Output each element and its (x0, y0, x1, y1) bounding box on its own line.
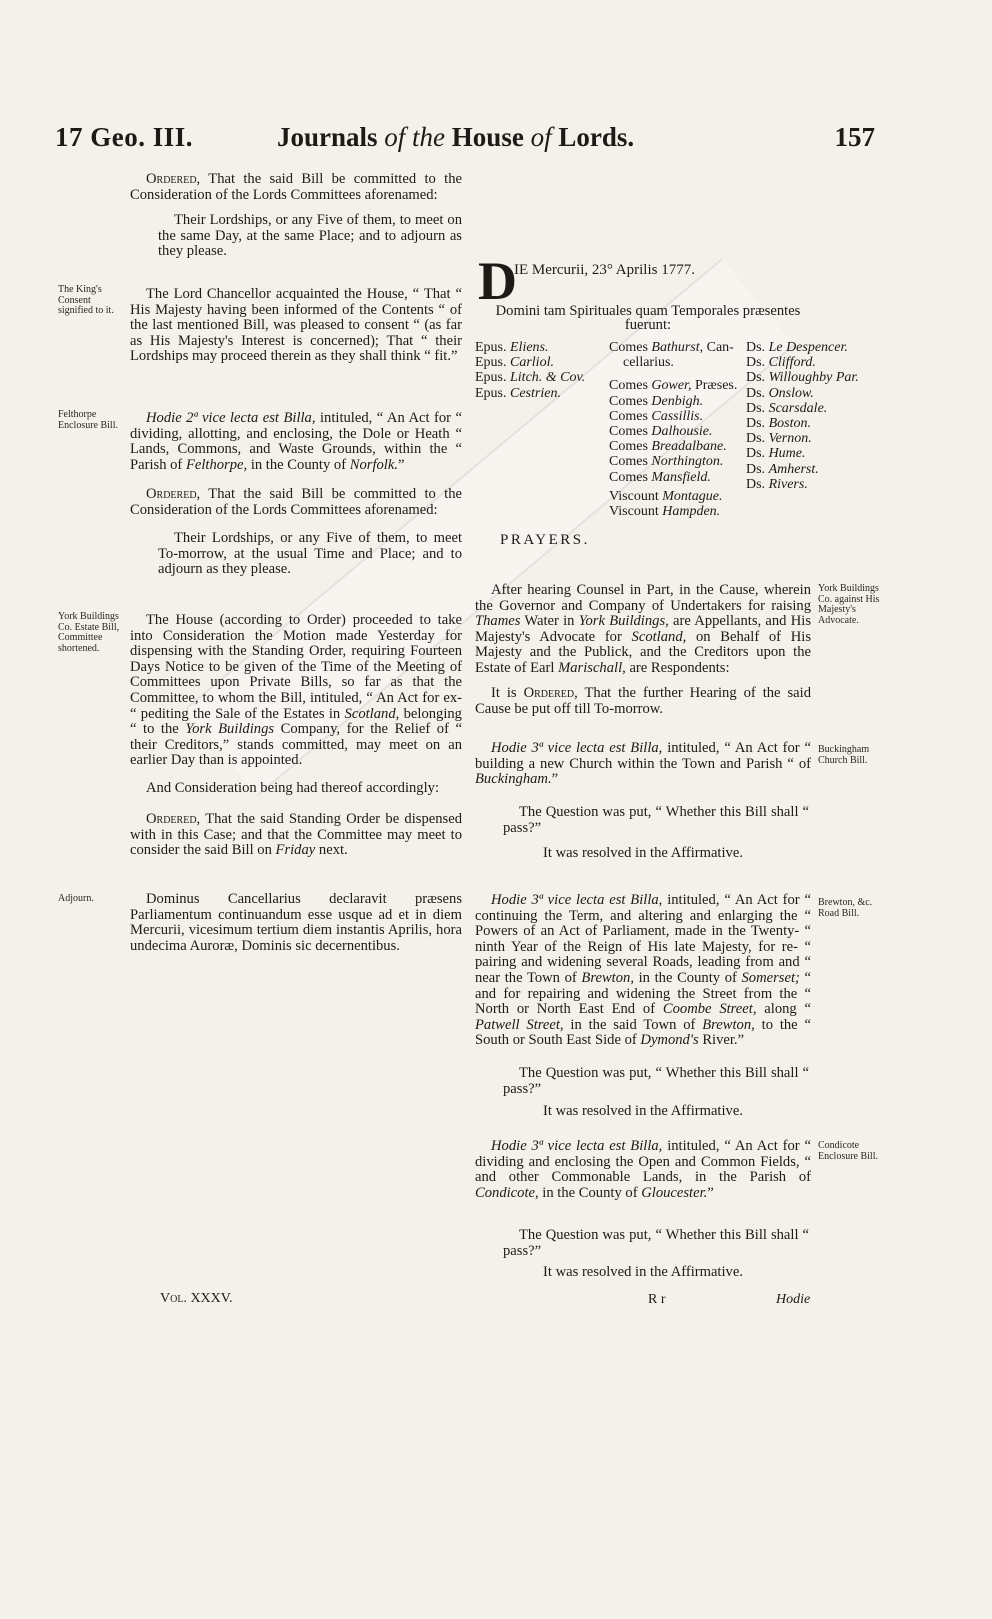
regnal-year: 17 Geo. III. (55, 122, 194, 152)
lord-entry: Ds. Le Despencer. (746, 340, 848, 355)
lord-entry: cellarius. (623, 355, 674, 371)
lord-entry: Ds. Scarsdale. (746, 400, 828, 416)
lord-entry: Comes Bathurst, Can- (609, 340, 734, 355)
margin-note-adjourn: Adjourn. (58, 893, 94, 904)
lord-entry: Ds. Rivers. (746, 476, 808, 492)
lord-entry: Epus. Cestrien. (475, 385, 561, 401)
order-committed-1: Ordered, That the said Bill be committed to the Consideration of the Lords Committees aforenamed: (130, 171, 462, 203)
margin-note-brewton: Brewton, &c. Road Bill. (818, 897, 873, 919)
lord-entry: Viscount Hampden. (609, 504, 721, 520)
resolution-1: It was resolved in the Affirmative. (543, 845, 743, 861)
consideration-had: And Consideration being had thereof accordingly: (146, 780, 440, 796)
prayers-heading: PRAYERS. (500, 532, 590, 548)
margin-note-felthorpe: Felthorpe Enclosure Bill. (58, 409, 118, 431)
lord-entry: Comes Breadalbane. (609, 439, 727, 455)
lord-entry: Comes Dalhousie. (609, 424, 713, 440)
order-hearing-put-off: It is Ordered, That the further Hearing of the said Cause be put off till To-morrow. (475, 685, 812, 717)
adjournment-clause-1: Their Lordships, or any Five of them, to meet on the same Day, at the same Place; and to adjourn as they please. (158, 212, 462, 260)
lord-entry: Epus. Carliol. (475, 355, 554, 371)
lord-entry: Ds. Vernon. (746, 431, 812, 447)
running-header (55, 122, 875, 162)
page-number: 157 (834, 122, 875, 152)
volume-number: Vol. XXXV. (160, 1291, 233, 1306)
brewton-bill-reading: Hodie 3ª vice lecta est Billa, intituled, “ An Act for “ continuing the Term, and altering and enlarging the “ Powers of an Act of Parliament, made in the Twenty- “ ninth Year of the Reign of His late Majesty, for re- “ pairing and widening several Roads, leading from and “ near the Town of Brewton, in the County of Somerset; “ and for repairing and widening the Street from the “ North or North East End of Coombe Street, along “ Patwell Street, in the said Town of Brewton, to the “ South or South East Side of Dymond's River.” (475, 892, 811, 1049)
buckingham-bill-reading: Hodie 3ª vice lecta est Billa, intituled, “ An Act for “ building a new Church within the Town and Parish “ of Buckingham.” (475, 740, 811, 788)
barons-list (746, 340, 859, 492)
lord-entry: Comes Cassillis. (609, 408, 704, 424)
lord-entry: Comes Gower, Præses. (609, 378, 738, 394)
york-buildings-motion: The House (according to Order) proceeded to take into Consideration the Motion made Yesterday for dispensing with the Standing Order, requiring Fourteen Days Notice to be given of the Time of the Meeting of Committees upon Private Bills, so far as that the Committee, to whom the Bill, intituled, “ An Act for ex- “ pediting the Sale of the Estates in Scotland, belonging “ to the York Buildings Company, for the Relief of “ their Creditors,” stands committed, may meet on an earlier Day than is appointed. (130, 612, 462, 769)
york-cause-paragraph: After hearing Counsel in Part, in the Cause, wherein the Governor and Company of Undertakers for raising Thames Water in York Buildings, are Appellants, and His Majesty's Advocate for Scotland, on Behalf of His Majesty and the Publick, and the Creditors upon the Estate of Earl Marischall, are Respondents: (475, 582, 811, 676)
resolution-2: It was resolved in the Affirmative. (543, 1103, 743, 1119)
bishops-list (475, 340, 585, 401)
margin-note-york-cause: York Buildings Co. against His Majesty's Advocate. (818, 583, 880, 626)
lord-entry: Viscount Montague. (609, 488, 723, 504)
resolution-3: It was resolved in the Affirmative. (543, 1264, 743, 1280)
lord-entry: Epus. Eliens. (475, 340, 549, 355)
lord-entry: Ds. Boston. (746, 416, 811, 432)
margin-note-condicote: Condicote Enclosure Bill. (818, 1140, 878, 1162)
earls-list (609, 340, 737, 519)
signature-mark: R r (648, 1292, 666, 1307)
condicote-bill-reading: Hodie 3ª vice lecta est Billa, intituled, “ An Act for “ dividing and enclosing the Open and Common Fields, “ and other Commonable Lands, in the Parish of Condicote, in the County of Gloucester.” (475, 1138, 811, 1201)
attendance-heading: Domini tam Spirituales quam Temporales præsentes fuerunt: (495, 303, 801, 333)
drop-cap: D (478, 251, 517, 311)
question-put-3: The Question was put, “ Whether this Bill shall “ pass?” (503, 1227, 809, 1259)
adjournment-latin: Dominus Cancellarius declaravit præsens Parliamentum continuandum esse usque ad et in diem Mercurii, vicesimum tertium diem instantis Aprilis, hora undecima Auroræ, Dominis sic decernentibus. (130, 891, 462, 954)
lord-entry: Comes Mansfield. (609, 469, 711, 485)
lord-entry: Ds. Amherst. (746, 461, 819, 477)
lord-entry: Ds. Willoughby Par. (746, 370, 859, 386)
lord-entry: Comes Northington. (609, 454, 724, 470)
date-line: IE Mercurii, 23° Aprilis 1777. (514, 262, 695, 278)
question-put-2: The Question was put, “ Whether this Bill shall “ pass?” (503, 1065, 809, 1097)
lord-entry: Ds. Hume. (746, 446, 806, 462)
margin-note-consent: The King's Consent signified to it. (58, 284, 114, 316)
adjournment-clause-2: Their Lordships, or any Five of them, to meet To-morrow, at the usual Time and Place; and to adjourn as they please. (158, 530, 462, 578)
felthorpe-bill-reading: Hodie 2ª vice lecta est Billa, intituled, “ An Act for “ dividing, allotting, and enclosing, the Dole or Heath “ Lands, Commons, and Waste Grounds, within the “ Parish of Felthorpe, in the County of Norfolk.” (130, 410, 462, 473)
order-committed-2: Ordered, That the said Bill be committed to the Consideration of the Lords Committees aforenamed: (130, 486, 462, 518)
catchword: Hodie (776, 1292, 811, 1307)
question-put-1: The Question was put, “ Whether this Bill shall “ pass?” (503, 804, 809, 836)
journal-title: Journals of the House of Lords. (277, 122, 635, 152)
margin-note-buckingham: Buckingham Church Bill. (818, 744, 870, 766)
kings-consent-paragraph: The Lord Chancellor acquainted the House, “ That “ His Majesty having been informed of the Contents “ of the last mentioned Bill, was pleased to consent “ (as far as His Majesty's Interest is concerned); That “ their Lordships may proceed therein as they shall think “ fit.” (130, 286, 462, 365)
lord-entry: Comes Denbigh. (609, 393, 704, 409)
order-dispensed: Ordered, That the said Standing Order be dispensed with in this Case; and that the Committee may meet to consider the said Bill on Friday next. (130, 811, 462, 859)
lord-entry: Ds. Onslow. (746, 385, 814, 401)
lord-entry: Ds. Clifford. (746, 355, 816, 371)
lord-entry: Epus. Litch. & Cov. (475, 370, 586, 386)
margin-note-york: York Buildings Co. Estate Bill, Committee shortened. (58, 611, 120, 654)
